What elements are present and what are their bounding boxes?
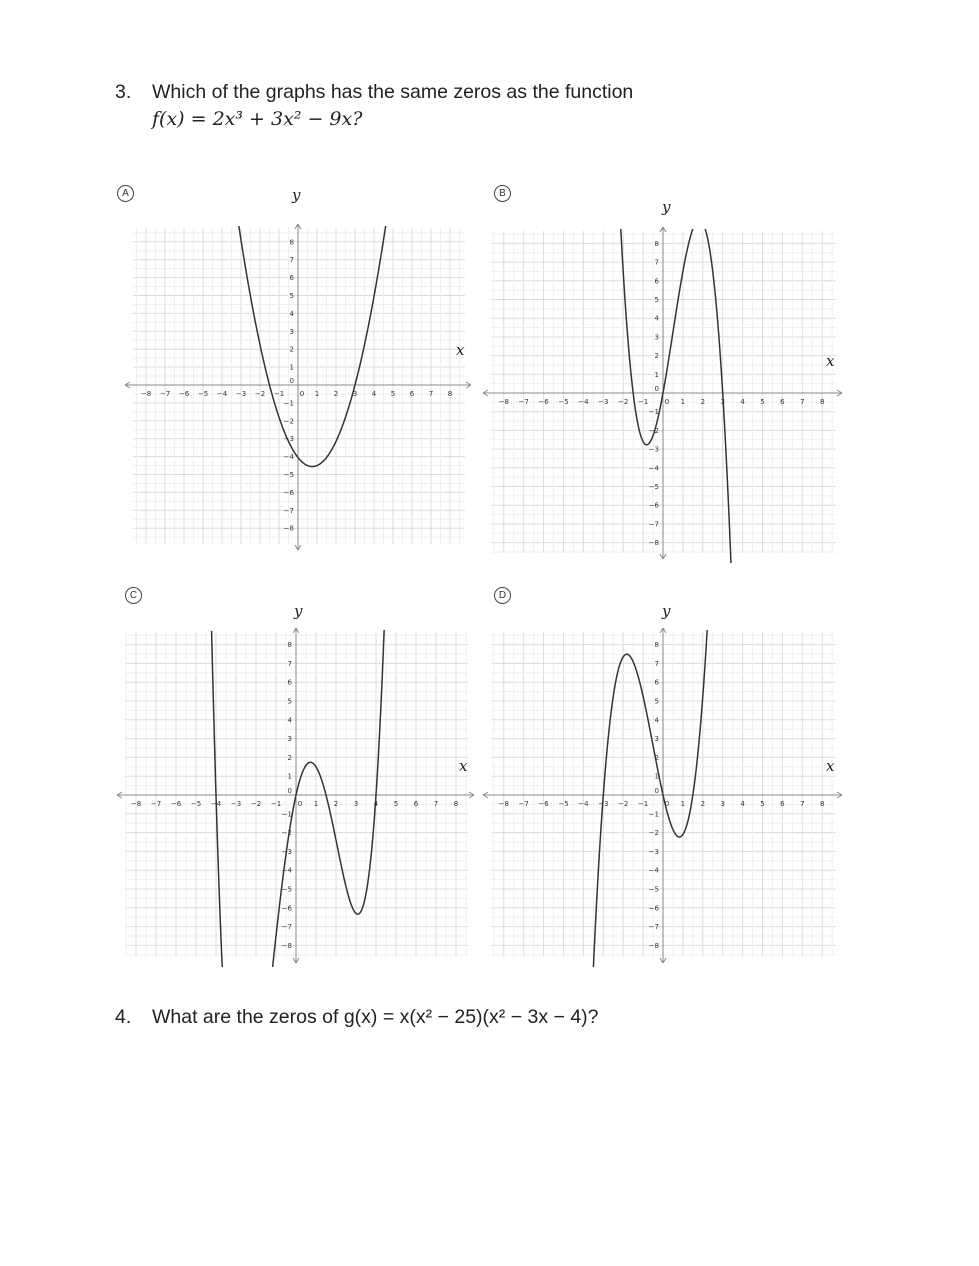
y-tick-label: 4 bbox=[287, 716, 292, 725]
y-tick-label: −7 bbox=[648, 520, 659, 529]
y-tick-label: 5 bbox=[289, 292, 294, 300]
x-tick-label: 3 bbox=[353, 800, 359, 808]
y-tick-label: −5 bbox=[283, 471, 294, 479]
x-tick-label: −1 bbox=[637, 800, 649, 808]
y-tick-label-zero: 0 bbox=[289, 377, 294, 385]
y-tick-label: 2 bbox=[287, 753, 292, 762]
y-tick-label: −7 bbox=[648, 923, 659, 932]
x-tick-label: −5 bbox=[197, 390, 209, 398]
y-tick-label: −6 bbox=[648, 904, 659, 913]
y-tick-label: −7 bbox=[281, 923, 292, 932]
x-tick-label: −7 bbox=[518, 398, 529, 406]
graph-a bbox=[125, 186, 471, 550]
y-tick-label: 6 bbox=[654, 277, 659, 286]
x-tick-label: −6 bbox=[538, 800, 549, 808]
x-tick-label: −6 bbox=[538, 398, 549, 406]
x-tick-label: 3 bbox=[720, 800, 725, 808]
y-tick-label: −8 bbox=[281, 941, 292, 950]
question-4-number: 4. bbox=[115, 1006, 132, 1028]
x-tick-label: −8 bbox=[498, 398, 509, 406]
y-tick-label: −3 bbox=[648, 847, 659, 856]
y-tick-label: 5 bbox=[654, 697, 659, 706]
x-tick-label: −4 bbox=[578, 398, 589, 406]
x-tick-label: 4 bbox=[740, 800, 745, 808]
y-tick-label: −2 bbox=[281, 829, 292, 838]
x-tick-label: −4 bbox=[210, 800, 222, 808]
x-tick-label: 4 bbox=[371, 390, 377, 398]
x-tick-label: −5 bbox=[558, 800, 569, 808]
x-tick-label: 0 bbox=[664, 398, 670, 406]
x-axis-title: x bbox=[456, 341, 465, 359]
y-tick-label: 2 bbox=[654, 352, 659, 361]
y-tick-label: 5 bbox=[654, 296, 659, 304]
x-tick-label: −4 bbox=[216, 390, 228, 398]
y-tick-label: −1 bbox=[283, 399, 294, 408]
x-tick-label: −2 bbox=[618, 800, 629, 808]
x-tick-label: 8 bbox=[453, 800, 459, 808]
y-tick-label: 1 bbox=[287, 772, 292, 781]
x-tick-label: −2 bbox=[254, 390, 266, 398]
graph-c-curve bbox=[212, 623, 385, 972]
x-tick-label: 7 bbox=[433, 800, 439, 808]
y-tick-label: 7 bbox=[654, 258, 659, 267]
x-tick-label: −8 bbox=[498, 800, 509, 808]
y-tick-label: −6 bbox=[283, 488, 294, 497]
y-tick-label-zero: 0 bbox=[654, 385, 659, 393]
y-tick-label: 6 bbox=[289, 274, 294, 283]
question-4-text: What are the zeros of g(x) = x(x² − 25)(x² − 3x − 4)? bbox=[152, 1006, 599, 1028]
x-tick-label: 0 bbox=[297, 800, 303, 808]
x-tick-label: −5 bbox=[558, 398, 569, 406]
x-tick-label: −7 bbox=[518, 800, 529, 808]
y-tick-label: 3 bbox=[289, 327, 294, 336]
x-tick-label: 2 bbox=[700, 800, 706, 808]
y-tick-label: 1 bbox=[654, 772, 659, 781]
x-tick-label: 2 bbox=[700, 398, 706, 406]
x-tick-label: 5 bbox=[390, 390, 396, 398]
x-tick-label: 5 bbox=[393, 800, 399, 808]
y-tick-label-zero: 0 bbox=[654, 787, 659, 795]
y-tick-label: −5 bbox=[648, 885, 659, 894]
x-tick-label: 1 bbox=[314, 390, 320, 398]
x-tick-label: −3 bbox=[230, 800, 242, 808]
x-tick-label: 2 bbox=[333, 800, 339, 808]
option-a-badge[interactable]: A bbox=[117, 185, 134, 202]
y-tick-label: −2 bbox=[648, 426, 659, 435]
y-tick-label: 7 bbox=[654, 659, 659, 668]
y-tick-label: 8 bbox=[287, 641, 292, 650]
x-tick-label: −6 bbox=[170, 800, 182, 808]
x-tick-label: −4 bbox=[578, 800, 589, 808]
y-tick-label: −6 bbox=[648, 501, 659, 510]
x-tick-label: 4 bbox=[373, 800, 379, 808]
x-tick-label: −3 bbox=[598, 398, 609, 406]
y-tick-label: −5 bbox=[281, 885, 292, 894]
y-axis-title: y bbox=[662, 602, 671, 620]
option-c-badge[interactable]: C bbox=[125, 587, 142, 604]
x-tick-label: 1 bbox=[313, 800, 319, 808]
y-tick-label: 4 bbox=[654, 716, 659, 725]
x-tick-label: −1 bbox=[270, 800, 282, 808]
x-tick-label: 4 bbox=[740, 398, 745, 406]
y-tick-label-zero: 0 bbox=[287, 787, 292, 795]
x-tick-label: 7 bbox=[800, 800, 805, 808]
y-tick-label: 5 bbox=[287, 697, 292, 706]
y-tick-label: 8 bbox=[654, 641, 659, 650]
x-tick-label: 0 bbox=[664, 800, 670, 808]
y-tick-label: −8 bbox=[283, 524, 294, 533]
y-tick-label: −1 bbox=[648, 810, 659, 819]
x-tick-label: 6 bbox=[413, 800, 419, 808]
graph-d-curve bbox=[593, 617, 708, 968]
graph-b bbox=[483, 198, 842, 565]
x-tick-label: 6 bbox=[780, 800, 785, 808]
y-tick-label: 2 bbox=[289, 345, 294, 354]
y-tick-label: −3 bbox=[648, 445, 659, 454]
question-3-text: Which of the graphs has the same zeros as the function bbox=[152, 81, 634, 103]
y-tick-label: −8 bbox=[648, 539, 659, 548]
y-tick-label: 3 bbox=[287, 735, 292, 744]
y-tick-label: −4 bbox=[648, 866, 659, 875]
y-tick-label: −3 bbox=[281, 847, 292, 856]
x-axis-title: x bbox=[826, 757, 835, 775]
y-tick-label: 3 bbox=[654, 735, 659, 744]
x-tick-label: −7 bbox=[150, 800, 162, 808]
x-tick-label: −3 bbox=[235, 390, 247, 398]
x-tick-label: 6 bbox=[409, 390, 415, 398]
y-tick-label: 8 bbox=[289, 238, 294, 247]
y-axis-title: y bbox=[292, 186, 301, 204]
x-tick-label: −5 bbox=[190, 800, 202, 808]
x-tick-label: 8 bbox=[819, 800, 825, 808]
x-tick-label: 2 bbox=[333, 390, 339, 398]
y-tick-label: 4 bbox=[654, 314, 659, 323]
y-tick-label: 6 bbox=[287, 678, 292, 687]
x-tick-label: 8 bbox=[447, 390, 453, 398]
y-tick-label: −4 bbox=[281, 866, 292, 875]
x-tick-label: 3 bbox=[352, 390, 358, 398]
y-tick-label: −1 bbox=[648, 408, 659, 417]
x-tick-label: 3 bbox=[720, 398, 725, 406]
x-tick-label: −3 bbox=[598, 800, 609, 808]
y-tick-label: 1 bbox=[654, 370, 659, 379]
x-tick-label: −1 bbox=[637, 398, 649, 406]
question-3-formula: f(x) = 2x³ + 3x² − 9x? bbox=[152, 108, 363, 130]
x-tick-label: −8 bbox=[130, 800, 142, 808]
y-tick-label: −4 bbox=[648, 464, 659, 473]
x-tick-label: 1 bbox=[680, 800, 686, 808]
x-axis-title: x bbox=[459, 757, 468, 775]
y-tick-label: 1 bbox=[289, 363, 294, 372]
y-tick-label: −7 bbox=[283, 506, 294, 515]
x-tick-label: −8 bbox=[140, 390, 152, 398]
x-tick-label: −2 bbox=[618, 398, 629, 406]
y-tick-label: −5 bbox=[648, 483, 659, 491]
y-axis-title: y bbox=[294, 602, 303, 620]
y-tick-label: −1 bbox=[281, 810, 292, 819]
option-b-badge[interactable]: B bbox=[494, 185, 511, 202]
y-tick-label: −6 bbox=[281, 904, 292, 913]
x-tick-label: 5 bbox=[760, 398, 765, 406]
y-axis-title: y bbox=[662, 198, 671, 216]
x-tick-label: 8 bbox=[819, 398, 825, 406]
x-tick-label: 1 bbox=[680, 398, 686, 406]
x-tick-label: 6 bbox=[780, 398, 785, 406]
graph-d bbox=[483, 602, 842, 968]
y-tick-label: −2 bbox=[283, 417, 294, 426]
option-d-badge[interactable]: D bbox=[494, 587, 511, 604]
x-tick-label: 0 bbox=[299, 390, 305, 398]
y-tick-label: 2 bbox=[654, 753, 659, 762]
y-tick-label: 8 bbox=[654, 239, 659, 248]
x-tick-label: −1 bbox=[273, 390, 285, 398]
y-tick-label: −3 bbox=[283, 435, 294, 444]
y-tick-label: 7 bbox=[287, 659, 292, 668]
y-tick-label: −4 bbox=[283, 453, 294, 462]
y-tick-label: 7 bbox=[289, 256, 294, 265]
x-tick-label: −6 bbox=[178, 390, 190, 398]
x-tick-label: −7 bbox=[159, 390, 171, 398]
x-axis-title: x bbox=[826, 352, 835, 370]
x-tick-label: 5 bbox=[760, 800, 765, 808]
x-tick-label: 7 bbox=[800, 398, 805, 406]
y-tick-label: 4 bbox=[289, 309, 294, 318]
question-3-number: 3. bbox=[115, 81, 132, 103]
x-tick-label: −2 bbox=[250, 800, 262, 808]
x-tick-label: 7 bbox=[428, 390, 434, 398]
y-tick-label: −8 bbox=[648, 941, 659, 950]
y-tick-label: −2 bbox=[648, 829, 659, 838]
y-tick-label: 6 bbox=[654, 678, 659, 687]
graph-c bbox=[117, 602, 474, 972]
y-tick-label: 3 bbox=[654, 333, 659, 342]
